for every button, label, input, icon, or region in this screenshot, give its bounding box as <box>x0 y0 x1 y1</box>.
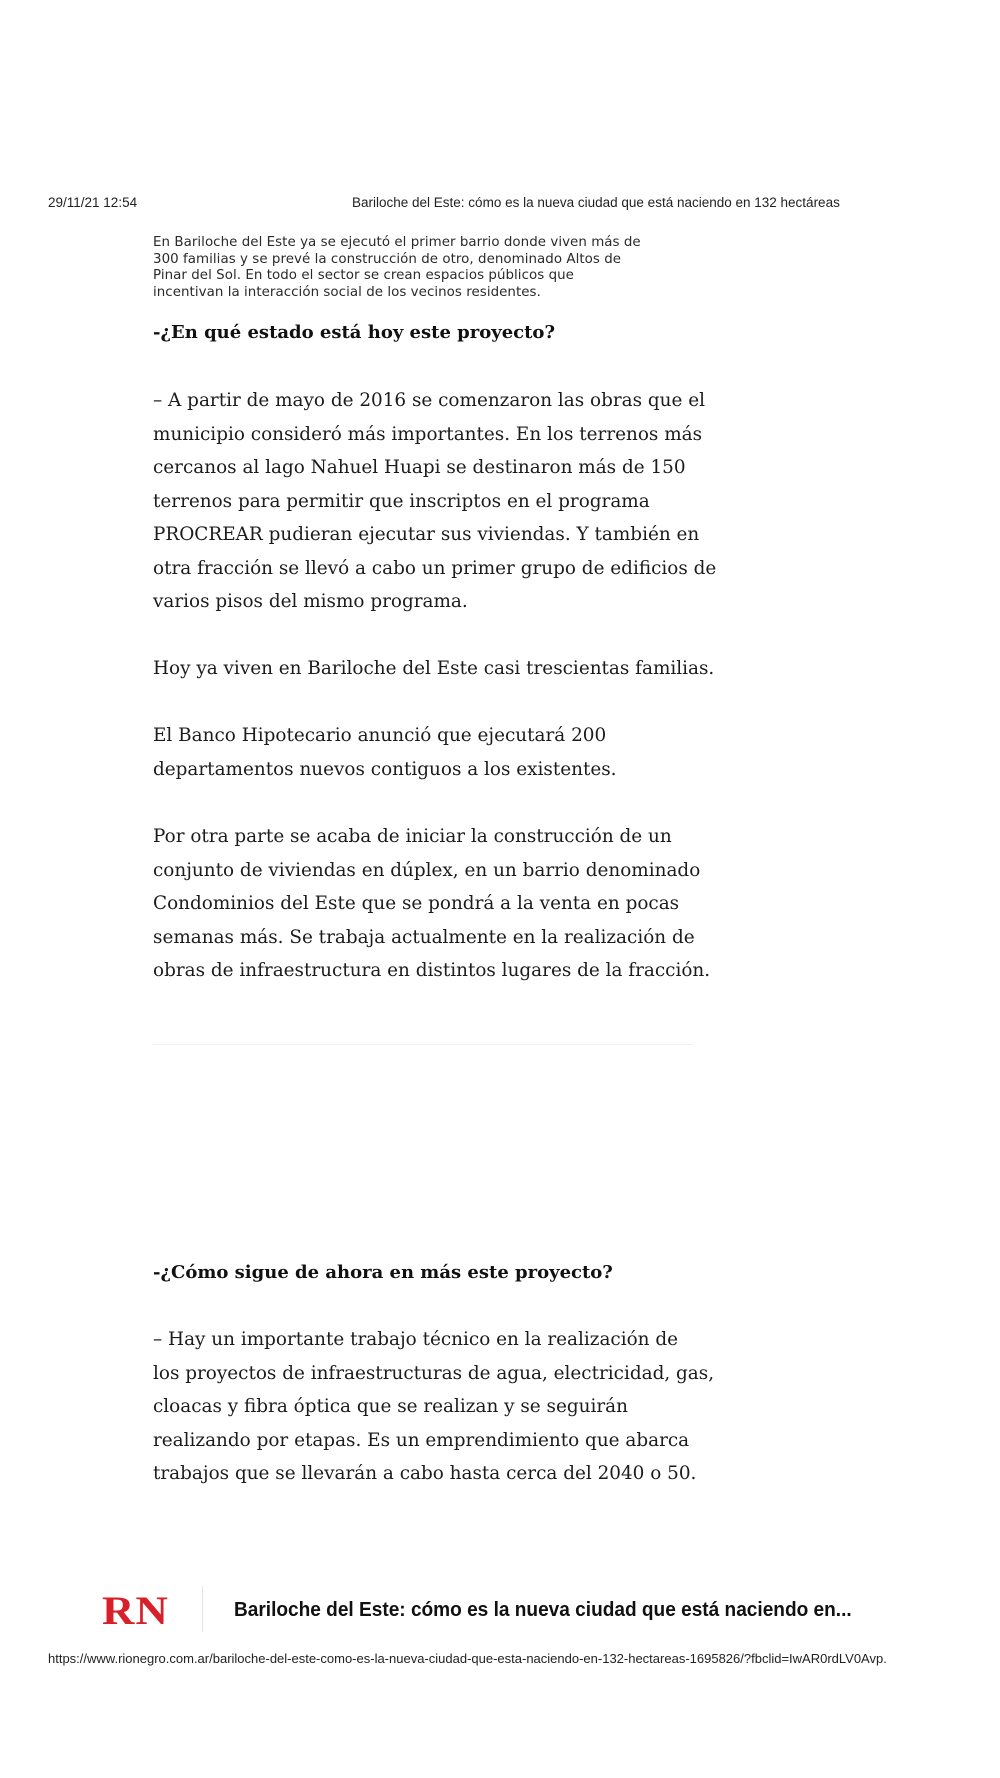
brand-divider <box>202 1586 203 1632</box>
paragraph-line: varios pisos del mismo programa. <box>153 591 468 612</box>
caption-line: Pinar del Sol. En todo el sector se crean espacios públicos que <box>153 268 574 283</box>
paragraph-line: cloacas y fibra óptica que se realizan y se seguirán <box>153 1396 628 1417</box>
paragraph-3 <box>153 719 693 786</box>
paragraph-line: obras de infraestructura en distintos lugares de la fracción. <box>153 960 711 981</box>
paragraph-line: conjunto de viviendas en dúplex, en un barrio denominado <box>153 859 701 881</box>
print-page-title: Bariloche del Este: cómo es la nueva ciudad que está naciendo en 132 hectáreas <box>352 195 840 210</box>
paragraph-line: El Banco Hipotecario anunció que ejecutará 200 <box>153 725 607 746</box>
paragraph-line: cercanos al lago Nahuel Huapi se destinaron más de 150 <box>153 457 686 478</box>
answer-paragraph-2 <box>153 1323 715 1491</box>
paragraph-line: Por otra parte se acaba de iniciar la construcción de un <box>153 826 672 847</box>
print-date: 29/11/21 12:54 <box>48 195 138 210</box>
sticky-article-headline[interactable]: Bariloche del Este: cómo es la nueva ciudad que está naciendo en... <box>234 1598 852 1621</box>
image-caption <box>153 235 693 301</box>
paragraph-line: realizando por etapas. Es un emprendimiento que abarca <box>153 1429 690 1451</box>
print-footer-url: https://www.rionegro.com.ar/bariloche-del-este-como-es-la-nueva-ciudad-que-esta-naciendo-en-132-hectareas-1695826/?fbclid=IwAR0rdLV0Avp. <box>48 1651 887 1666</box>
answer-paragraph-1 <box>153 384 717 619</box>
print-header <box>48 195 1000 211</box>
caption-line: incentivan la interacción social de los vecinos residentes. <box>153 284 541 300</box>
interview-question-1: -¿En qué estado está hoy este proyecto? <box>153 322 555 343</box>
paragraph-line: PROCREAR pudieran ejecutar sus viviendas. Y también en <box>153 524 700 545</box>
paragraph-4 <box>153 820 711 988</box>
paragraph-line: Condominios del Este que se pondrá a la venta en pocas <box>153 893 680 914</box>
paragraph-line: municipio consideró más importantes. En los terrenos más <box>153 423 703 445</box>
caption-line: 300 familias y se prevé la construcción de otro, denominado Altos de <box>153 251 622 267</box>
paragraph-line: trabajos que se llevarán a cabo hasta cerca del 2040 o 50. <box>153 1463 697 1484</box>
paragraph-line: otra fracción se llevó a cabo un primer grupo de edificios de <box>153 557 717 579</box>
paragraph-line: – Hay un importante trabajo técnico en la realización de <box>153 1329 679 1350</box>
paragraph-line: Hoy ya viven en Bariloche del Este casi trescientas familias. <box>153 658 715 679</box>
paragraph-line: departamentos nuevos contiguos a los existentes. <box>153 758 617 780</box>
paragraph-line: semanas más. Se trabaja actualmente en la realización de <box>153 926 695 948</box>
paragraph-line: los proyectos de infraestructuras de agua, electricidad, gas, <box>153 1362 715 1384</box>
rio-negro-logo[interactable]: RN <box>102 1588 169 1633</box>
interview-question-2: -¿Cómo sigue de ahora en más este proyecto? <box>153 1262 613 1283</box>
sticky-article-bar <box>102 1586 1000 1634</box>
paragraph-line: – A partir de mayo de 2016 se comenzaron las obras que el <box>153 390 706 411</box>
paragraph-2 <box>153 652 715 686</box>
paragraph-line: terrenos para permitir que inscriptos en el programa <box>153 490 650 512</box>
caption-line: En Bariloche del Este ya se ejecutó el primer barrio donde viven más de <box>153 235 641 250</box>
content-divider <box>153 1044 693 1045</box>
